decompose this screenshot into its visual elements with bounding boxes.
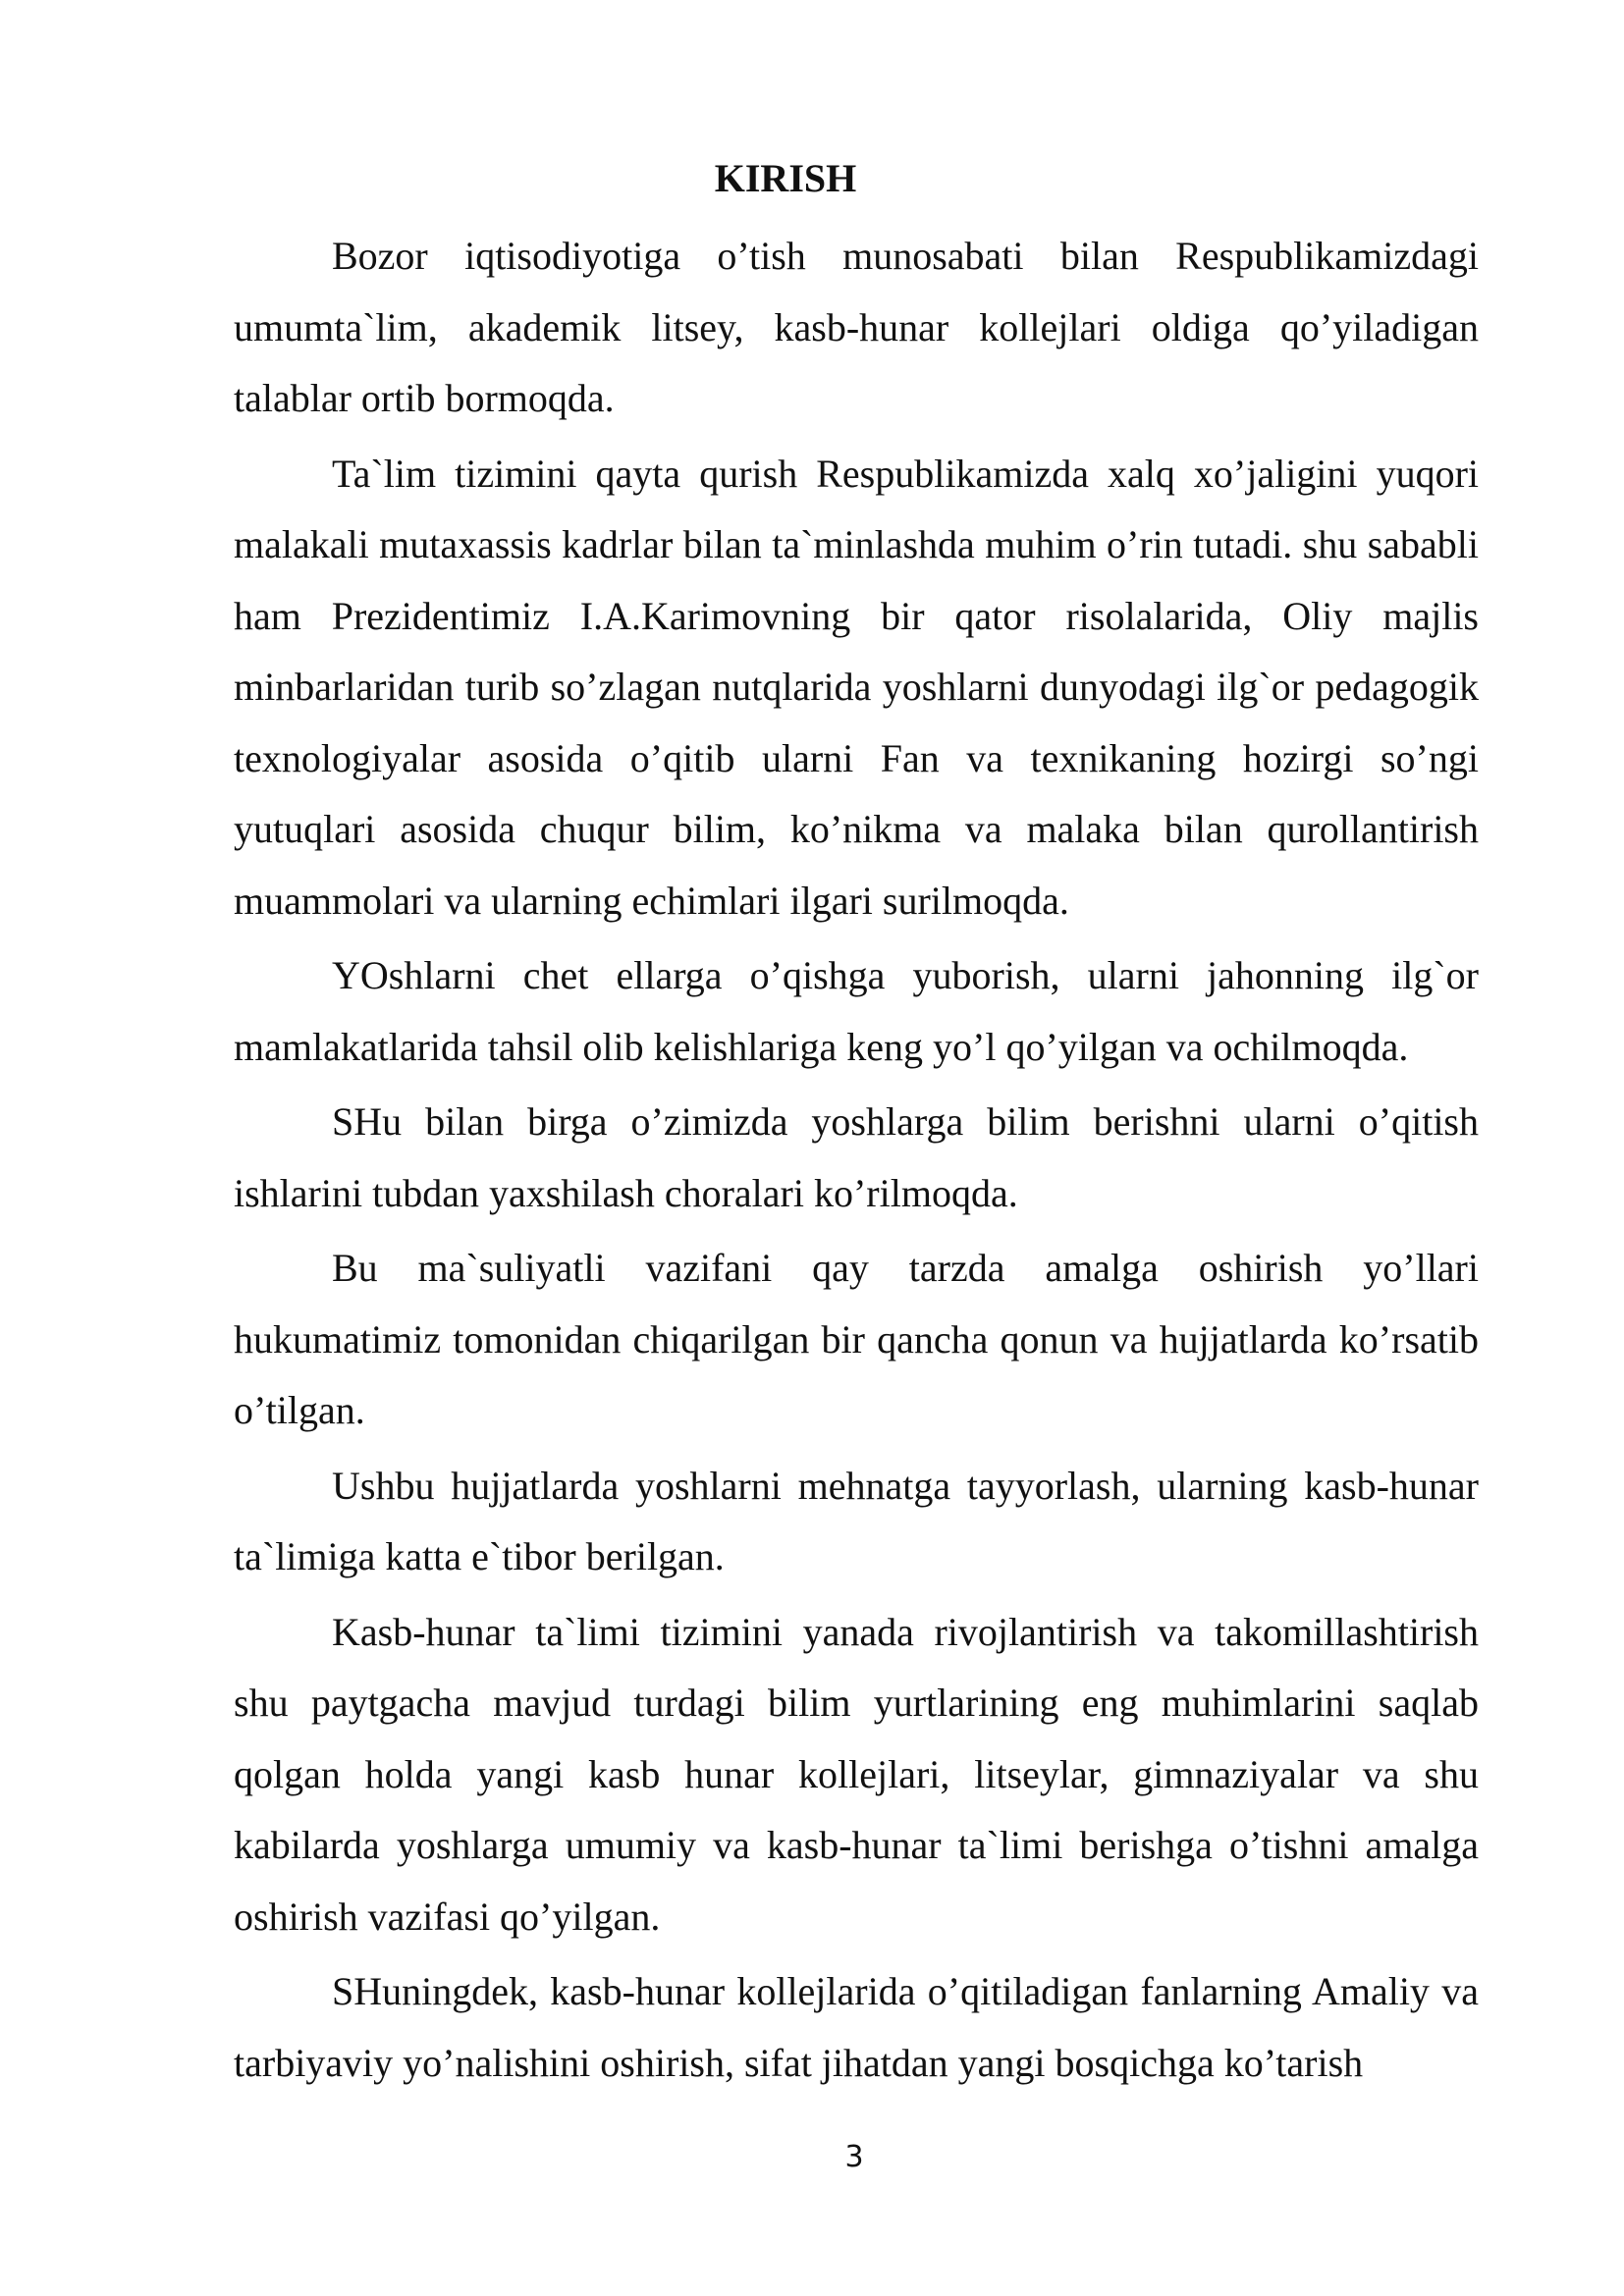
- paragraph: YOshlarni chet ellarga o’qishga yuborish, ularni jahonning ilg`or mamlakatlarida tahsil olib kelishlariga keng yo’l qo’yilgan va ochilmoqda.: [234, 953, 1479, 1069]
- section-title: KIRISH: [714, 156, 857, 200]
- paragraph: Ta`lim tizimini qayta qurish Respublikamizda xalq xo’jaligini yuqori malakali mutaxassis kadrlar bilan ta`minlashda muhim o’rin tutadi. shu sababli ham Prezidentimiz I.A.Karimovning bir qator risolalarida, Oliy majlis minbarlaridan turib so’zlagan nutqlarida yoshlarni dunyodagi ilg`or pedagogik texnologiyalar asosida o’qitib ularni Fan va texnikaning hozirgi so’ngi yutuqlari asosida chuqur bilim, ko’nikma va malaka bilan qurollantirish muammolari va ularning echimlari ilgari surilmoqda.: [234, 451, 1479, 923]
- page-number: 3: [844, 2140, 864, 2174]
- paragraph: SHu bilan birga o’zimizda yoshlarga bilim berishni ularni o’qitish ishlarini tubdan yaxshilash choralari ko’rilmoqda.: [234, 1099, 1479, 1215]
- paragraph: Bozor iqtisodiyotiga o’tish munosabati bilan Respublikamizdagi umumta`lim, akademik litsey, kasb-hunar kollejlari oldiga qo’yiladigan talablar ortib bormoqda.: [234, 234, 1479, 420]
- paragraph: Kasb-hunar ta`limi tizimini yanada rivojlantirish va takomillashtirish shu paytgacha mavjud turdagi bilim yurtlarining eng muhimlarini saqlab qolgan holda yangi kasb hunar kollejlari, litseylar, gimnaziyalar va shu kabilarda yoshlarga umumiy va kasb-hunar ta`limi berishga o’tishni amalga oshirish vazifasi qo’yilgan.: [234, 1609, 1479, 1939]
- paragraph: SHuningdek, kasb-hunar kollejlarida o’qitiladigan fanlarning Amaliy va tarbiyaviy yo’nalishini oshirish, sifat jihatdan yangi bosqichga ko’tarish: [234, 1969, 1479, 2085]
- body-text: [234, 221, 1479, 2103]
- paragraph: Bu ma`suliyatli vazifani qay tarzda amalga oshirish yo’llari hukumatimiz tomonidan chiqarilgan bir qancha qonun va hujjatlarda ko’rsatib o’tilgan.: [234, 1246, 1479, 1432]
- paragraph: Ushbu hujjatlarda yoshlarni mehnatga tayyorlash, ularning kasb-hunar ta`limiga katta e`tibor berilgan.: [234, 1463, 1479, 1578]
